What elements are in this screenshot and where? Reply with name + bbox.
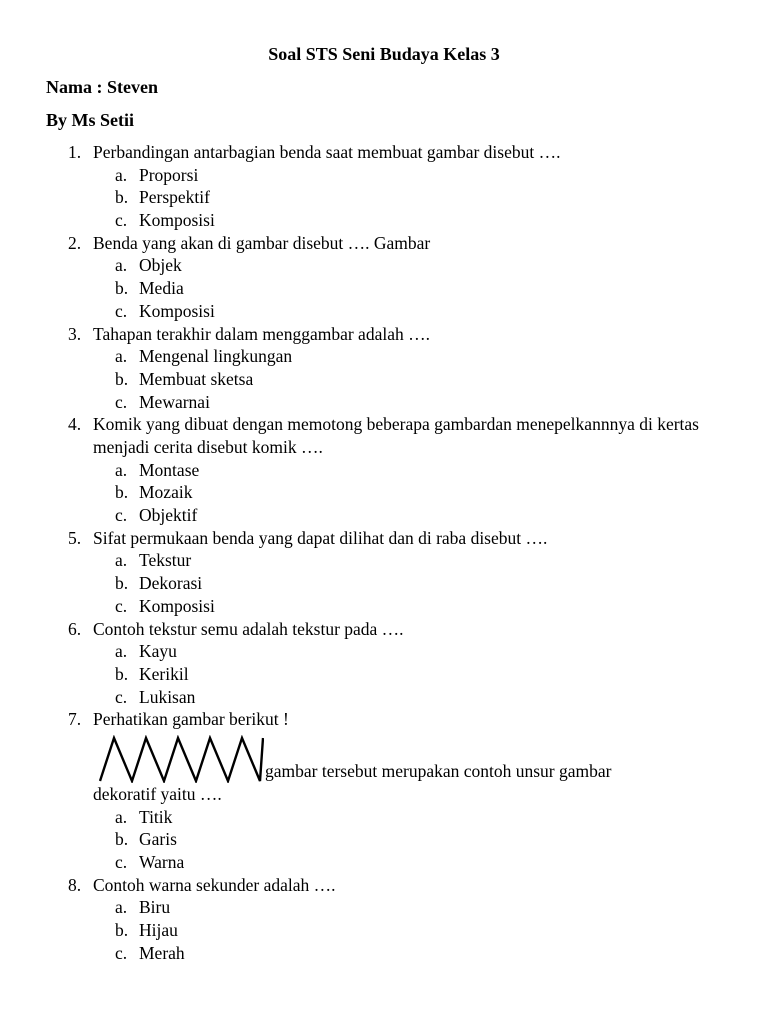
question-line <box>0 141 768 164</box>
question-text: Perhatikan gambar berikut ! <box>93 709 289 730</box>
option-item <box>0 686 768 709</box>
option-text: Kerikil <box>139 663 189 684</box>
option-list <box>0 640 768 708</box>
question-number: 5. <box>68 527 82 548</box>
option-list <box>0 254 768 322</box>
question-number: 3. <box>68 323 82 344</box>
option-text: Proporsi <box>139 164 199 185</box>
option-letter: a. <box>115 255 128 276</box>
option-text: Komposisi <box>139 210 215 231</box>
option-list <box>0 459 768 527</box>
question-item <box>0 874 768 965</box>
option-item <box>0 595 768 618</box>
option-text: Komposisi <box>139 300 215 321</box>
option-item <box>0 254 768 277</box>
question-text: Sifat permukaan benda yang dapat dilihat dan di raba disebut …. <box>93 527 548 548</box>
question-list <box>0 141 768 965</box>
option-letter: b. <box>115 187 129 208</box>
option-text: Titik <box>139 806 173 827</box>
question-item <box>0 618 768 709</box>
question-line <box>0 232 768 255</box>
option-item <box>0 572 768 595</box>
page-title: Soal STS Seni Budaya Kelas 3 <box>268 44 500 64</box>
question-text: Perbandingan antarbagian benda saat membuat gambar disebut …. <box>93 142 561 162</box>
option-item <box>0 368 768 391</box>
option-text: Tekstur <box>139 550 192 571</box>
option-letter: c. <box>115 505 128 526</box>
question-line <box>0 527 768 550</box>
option-list <box>0 806 768 874</box>
option-text: Perspektif <box>139 187 210 208</box>
question-item <box>0 232 768 323</box>
option-letter: a. <box>115 459 128 480</box>
option-letter: c. <box>115 210 128 231</box>
option-text: Garis <box>139 829 177 850</box>
option-item <box>0 549 768 572</box>
option-letter: c. <box>115 300 128 321</box>
question-number: 2. <box>68 232 82 253</box>
option-item <box>0 459 768 482</box>
option-letter: c. <box>115 391 128 412</box>
option-letter: a. <box>115 346 128 367</box>
option-item <box>0 164 768 187</box>
question-item <box>0 323 768 414</box>
question-item <box>0 141 768 232</box>
question-image-row <box>0 731 768 783</box>
option-text: Mengenal lingkungan <box>139 346 293 367</box>
option-text: Biru <box>139 897 171 918</box>
option-text: Media <box>139 278 184 299</box>
option-text: Kayu <box>139 641 177 662</box>
option-text: Merah <box>139 942 185 963</box>
question-item <box>0 708 768 873</box>
option-text: Objek <box>139 255 182 276</box>
option-text: Membuat sketsa <box>139 368 254 389</box>
question-number: 7. <box>68 709 82 730</box>
option-text: Dekorasi <box>139 573 203 594</box>
option-letter: a. <box>115 806 128 827</box>
question-continuation: dekoratif yaitu …. <box>93 784 222 804</box>
option-item <box>0 806 768 829</box>
option-item <box>0 828 768 851</box>
option-item <box>0 919 768 942</box>
option-letter: b. <box>115 920 129 941</box>
option-item <box>0 896 768 919</box>
question-line <box>0 413 768 458</box>
question-item <box>0 527 768 618</box>
question-line <box>0 874 768 897</box>
option-letter: c. <box>115 686 128 707</box>
option-text: Warna <box>139 852 185 873</box>
question-line <box>0 708 768 731</box>
option-item <box>0 504 768 527</box>
question-item <box>0 413 768 526</box>
option-letter: b. <box>115 368 129 389</box>
option-letter: b. <box>115 829 129 850</box>
option-item <box>0 277 768 300</box>
question-line <box>0 618 768 641</box>
option-letter: a. <box>115 550 128 571</box>
option-item <box>0 663 768 686</box>
question-number: 1. <box>68 142 82 162</box>
question-number: 8. <box>68 874 82 895</box>
option-text: Hijau <box>139 920 178 941</box>
option-letter: a. <box>115 897 128 918</box>
option-item <box>0 481 768 504</box>
option-item <box>0 345 768 368</box>
option-letter: b. <box>115 573 129 594</box>
question-line <box>0 323 768 346</box>
question-number: 6. <box>68 618 82 639</box>
option-letter: b. <box>115 482 129 503</box>
question-number: 4. <box>68 414 82 435</box>
option-list <box>0 345 768 413</box>
option-item <box>0 300 768 323</box>
option-text: Mozaik <box>139 482 193 503</box>
option-letter: c. <box>115 942 128 963</box>
option-item <box>0 209 768 232</box>
option-item <box>0 640 768 663</box>
zigzag-line-icon <box>99 735 264 783</box>
option-text: Montase <box>139 459 200 480</box>
option-item <box>0 942 768 965</box>
option-letter: c. <box>115 595 128 616</box>
option-list <box>0 896 768 964</box>
option-letter: a. <box>115 164 128 185</box>
option-text: Komposisi <box>139 595 215 616</box>
option-letter: b. <box>115 663 129 684</box>
option-item <box>0 391 768 414</box>
question-text: Tahapan terakhir dalam menggambar adalah …. <box>93 323 430 344</box>
option-item <box>0 186 768 209</box>
question-text: Contoh warna sekunder adalah …. <box>93 874 336 895</box>
option-list <box>0 549 768 617</box>
option-text: Lukisan <box>139 686 196 707</box>
option-letter: a. <box>115 641 128 662</box>
question-text: Benda yang akan di gambar disebut …. Gambar <box>93 232 431 253</box>
question-text: Contoh tekstur semu adalah tekstur pada …. <box>93 618 404 639</box>
question-text: Komik yang dibuat dengan memotong beberapa gambardan menepelkannnya di kertas menjadi cerita disebut komik …. <box>93 414 699 457</box>
option-text: Objektif <box>139 505 198 526</box>
student-name-line: Nama : Steven <box>46 77 158 97</box>
option-list <box>0 164 768 232</box>
author-line: By Ms Setii <box>46 110 134 130</box>
option-item <box>0 851 768 874</box>
option-letter: c. <box>115 852 128 873</box>
question-image-caption: gambar tersebut merupakan contoh unsur gambar <box>265 761 612 781</box>
option-letter: b. <box>115 278 129 299</box>
option-text: Mewarnai <box>139 391 210 412</box>
